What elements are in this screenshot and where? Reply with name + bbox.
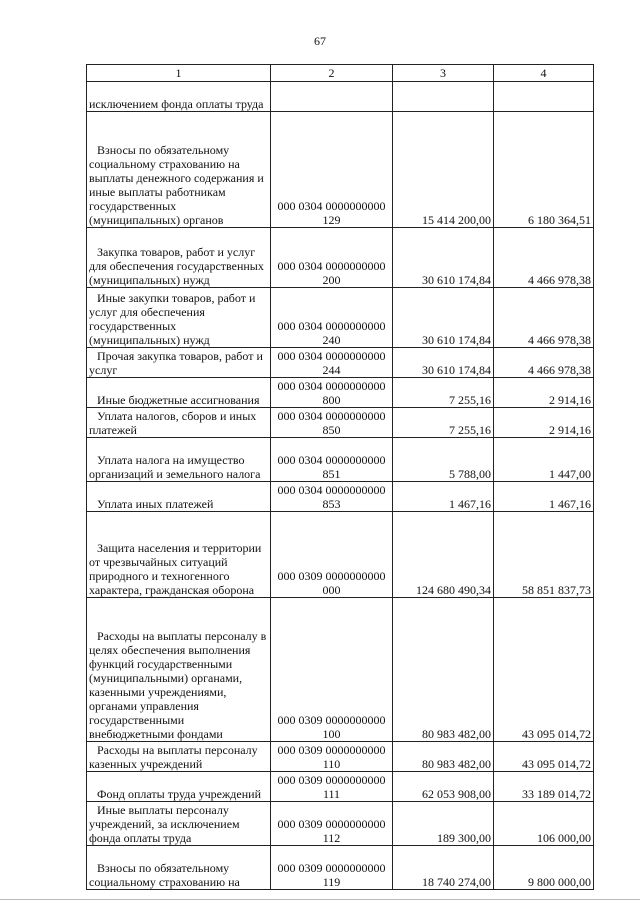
budget-table	[86, 64, 594, 890]
row-code-type: 850	[322, 423, 341, 437]
table-row	[87, 802, 594, 846]
row-name-cell	[87, 408, 271, 438]
table-row	[87, 288, 594, 348]
row-actual-value: 2 914,16	[494, 408, 594, 438]
row-name: Прочая закупка товаров, работ и услуг	[89, 349, 263, 377]
row-plan-value: 15 414 200,00	[393, 112, 494, 228]
row-code-cell	[271, 378, 393, 408]
row-code-type: 200	[322, 273, 341, 287]
row-code-cell	[271, 772, 393, 802]
row-actual-value: 106 000,00	[494, 802, 594, 846]
row-plan-value: 80 983 482,00	[393, 742, 494, 772]
row-code-section: 000 0304 0000000000	[277, 379, 386, 393]
row-code-cell	[271, 482, 393, 512]
row-actual-value: 4 466 978,38	[494, 348, 594, 378]
row-code-section: 000 0304 0000000000	[277, 483, 386, 497]
row-code-type: 244	[322, 363, 341, 377]
row-name-cell	[87, 846, 271, 890]
row-plan-value: 7 255,16	[393, 408, 494, 438]
row-actual-value: 1 467,16	[494, 482, 594, 512]
row-code-cell	[271, 348, 393, 378]
row-name: Расходы на выплаты персоналу казенных учреждений	[89, 743, 258, 771]
table-row	[87, 112, 594, 228]
row-name-cell	[87, 802, 271, 846]
column-header: 1	[87, 65, 271, 82]
page-bottom-rule	[0, 899, 640, 900]
row-plan-value: 18 740 274,00	[393, 846, 494, 890]
row-actual-value	[494, 82, 594, 112]
row-name: Уплата иных платежей	[97, 497, 214, 511]
row-code-cell	[271, 82, 393, 112]
row-name: Уплата налогов, сборов и иных платежей	[89, 409, 257, 437]
row-code-cell	[271, 288, 393, 348]
row-plan-value	[393, 82, 494, 112]
row-name-cell	[87, 112, 271, 228]
row-actual-value: 33 189 014,72	[494, 772, 594, 802]
table-row	[87, 228, 594, 288]
row-name-cell	[87, 482, 271, 512]
row-code-section: 000 0304 0000000000	[277, 409, 386, 423]
row-name-cell	[87, 742, 271, 772]
row-code-section: 000 0309 0000000000	[277, 861, 386, 875]
row-plan-value: 80 983 482,00	[393, 598, 494, 742]
table-row	[87, 742, 594, 772]
row-code-section: 000 0304 0000000000	[277, 349, 386, 363]
table-row	[87, 82, 594, 112]
row-name-cell	[87, 772, 271, 802]
row-plan-value: 124 680 490,34	[393, 512, 494, 598]
row-actual-value: 4 466 978,38	[494, 228, 594, 288]
row-actual-value: 43 095 014,72	[494, 598, 594, 742]
row-name: Иные закупки товаров, работ и услуг для обеспечения государственных (муниципальных) нужд	[89, 291, 256, 347]
row-name-cell	[87, 598, 271, 742]
row-name: Иные выплаты персоналу учреждений, за исключением фонда оплаты труда	[89, 803, 240, 845]
row-name-cell	[87, 288, 271, 348]
row-plan-value: 30 610 174,84	[393, 228, 494, 288]
row-name-cell	[87, 82, 271, 112]
row-name: Иные бюджетные ассигнования	[97, 393, 260, 407]
row-plan-value: 30 610 174,84	[393, 348, 494, 378]
row-actual-value: 9 800 000,00	[494, 846, 594, 890]
table-row	[87, 482, 594, 512]
row-code-cell	[271, 512, 393, 598]
row-code-type: 851	[322, 467, 341, 481]
row-code-cell	[271, 598, 393, 742]
row-actual-value: 1 447,00	[494, 438, 594, 482]
column-header: 2	[271, 65, 393, 82]
row-code-section: 000 0304 0000000000	[277, 259, 386, 273]
row-name-cell	[87, 378, 271, 408]
row-code-section: 000 0309 0000000000	[277, 743, 386, 757]
row-actual-value: 6 180 364,51	[494, 112, 594, 228]
row-actual-value: 43 095 014,72	[494, 742, 594, 772]
row-code-cell	[271, 742, 393, 772]
row-code-section: 000 0309 0000000000	[277, 569, 386, 583]
row-code-type: 100	[322, 727, 341, 741]
row-code-type: 119	[322, 875, 341, 889]
table-row	[87, 438, 594, 482]
row-name-cell	[87, 438, 271, 482]
column-header: 3	[393, 65, 494, 82]
table-row	[87, 846, 594, 890]
row-name: Закупка товаров, работ и услуг для обеспечения государственных (муниципальных) нужд	[89, 245, 264, 287]
table-row	[87, 348, 594, 378]
row-code-section: 000 0309 0000000000	[277, 817, 386, 831]
row-actual-value: 58 851 837,73	[494, 512, 594, 598]
row-name-cell	[87, 228, 271, 288]
row-plan-value: 62 053 908,00	[393, 772, 494, 802]
row-name: Расходы на выплаты персоналу в целях обеспечения выполнения функций государственными (муниципальными) органами, казенными учреждениями, органами управления государственными внебюджетными фондами	[89, 629, 267, 741]
row-code-cell	[271, 802, 393, 846]
row-plan-value: 189 300,00	[393, 802, 494, 846]
row-actual-value: 4 466 978,38	[494, 288, 594, 348]
row-code-type: 111	[322, 787, 341, 801]
row-code-type: 112	[322, 831, 341, 845]
row-code-section: 000 0309 0000000000	[277, 773, 386, 787]
row-code-section: 000 0304 0000000000	[277, 453, 386, 467]
row-name-cell	[87, 348, 271, 378]
row-code-cell	[271, 228, 393, 288]
table-row	[87, 598, 594, 742]
row-code-type: 853	[322, 497, 341, 511]
column-header: 4	[494, 65, 594, 82]
row-code-section: 000 0304 0000000000	[277, 319, 386, 333]
row-code-type: 000	[322, 583, 341, 597]
page-number: 67	[314, 34, 326, 48]
row-plan-value: 5 788,00	[393, 438, 494, 482]
row-code-type: 110	[322, 757, 341, 771]
row-name: Взносы по обязательному социальному страхованию на	[89, 861, 240, 889]
row-code-section: 000 0309 0000000000	[277, 713, 386, 727]
row-code-type: 129	[322, 213, 341, 227]
row-code-type: 240	[322, 333, 341, 347]
table-row	[87, 408, 594, 438]
row-plan-value: 30 610 174,84	[393, 288, 494, 348]
row-actual-value: 2 914,16	[494, 378, 594, 408]
row-name: Взносы по обязательному социальному страхованию на выплаты денежного содержания и иные выплаты работникам государственных (муниципальных) органов	[89, 143, 264, 227]
row-plan-value: 7 255,16	[393, 378, 494, 408]
row-name: Защита населения и территории от чрезвычайных ситуаций природного и техногенного характера, гражданская оборона	[89, 541, 262, 597]
row-name: Уплата налога на имущество организаций и земельного налога	[89, 453, 261, 481]
row-code-type: 800	[322, 393, 341, 407]
row-code-cell	[271, 408, 393, 438]
row-code-section: 000 0304 0000000000	[277, 199, 386, 213]
row-code-cell	[271, 438, 393, 482]
row-name: исключением фонда оплаты труда	[89, 97, 264, 111]
row-code-cell	[271, 846, 393, 890]
table-row	[87, 512, 594, 598]
row-code-cell	[271, 112, 393, 228]
row-name-cell	[87, 512, 271, 598]
row-plan-value: 1 467,16	[393, 482, 494, 512]
table-row	[87, 378, 594, 408]
row-name: Фонд оплаты труда учреждений	[97, 787, 261, 801]
header-row	[87, 65, 594, 82]
table-row	[87, 772, 594, 802]
